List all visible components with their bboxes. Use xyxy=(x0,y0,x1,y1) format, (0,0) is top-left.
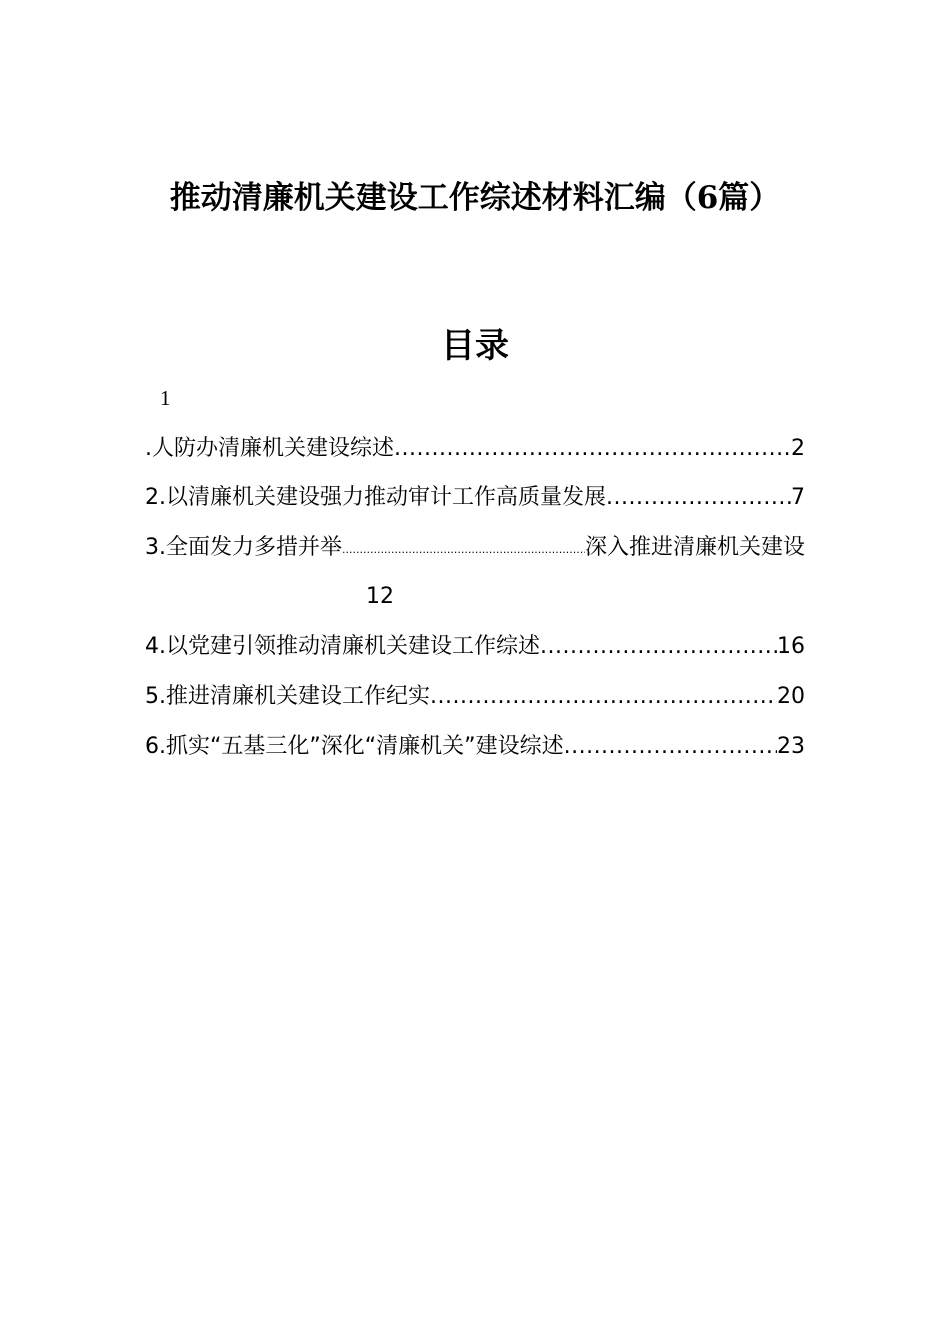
toc-entry-label: 4.以党建引领推动清廉机关建设工作综述 xyxy=(145,634,540,659)
toc-entry-label: 2.以清廉机关建设强力推动审计工作高质量发展 xyxy=(145,485,606,510)
toc-entry[interactable] xyxy=(145,432,805,466)
toc-entry-page: 20 xyxy=(777,684,805,709)
toc-entry-page: 12 xyxy=(366,584,394,609)
toc-leader-dots xyxy=(394,432,791,466)
toc-entry[interactable] xyxy=(145,730,805,764)
toc-leader-dots xyxy=(606,481,791,515)
toc-leader-dots xyxy=(564,730,777,764)
toc-entry-page: 23 xyxy=(777,734,805,759)
toc-leader-dots xyxy=(342,539,585,565)
toc-leader-dots xyxy=(540,630,777,664)
toc-entry-label-tail: 深入推进清廉机关建设 xyxy=(584,535,805,560)
toc-entry-label: 5.推进清廉机关建设工作纪实 xyxy=(145,684,430,709)
toc-entry[interactable] xyxy=(145,531,805,565)
toc-entry-page: 16 xyxy=(777,634,805,659)
toc-entry-label: 6.抓实“五基三化”深化“清廉机关”建设综述 xyxy=(145,734,564,759)
toc-entry-label: .人防办清廉机关建设综述 xyxy=(145,436,394,461)
toc-entry-label: 3.全面发力多措并举 xyxy=(145,535,342,560)
toc-leader-dots xyxy=(430,680,777,714)
toc-entry[interactable] xyxy=(145,481,805,515)
toc-entry[interactable] xyxy=(145,630,805,664)
toc-entry[interactable] xyxy=(145,680,805,714)
toc-entry-page: 7 xyxy=(791,485,805,510)
toc-heading: 目录 xyxy=(441,326,509,366)
document-title: 推动清廉机关建设工作综述材料汇编（6篇） xyxy=(169,180,781,216)
toc-entry-page: 2 xyxy=(791,436,805,461)
stray-page-number: 1 xyxy=(160,386,171,410)
